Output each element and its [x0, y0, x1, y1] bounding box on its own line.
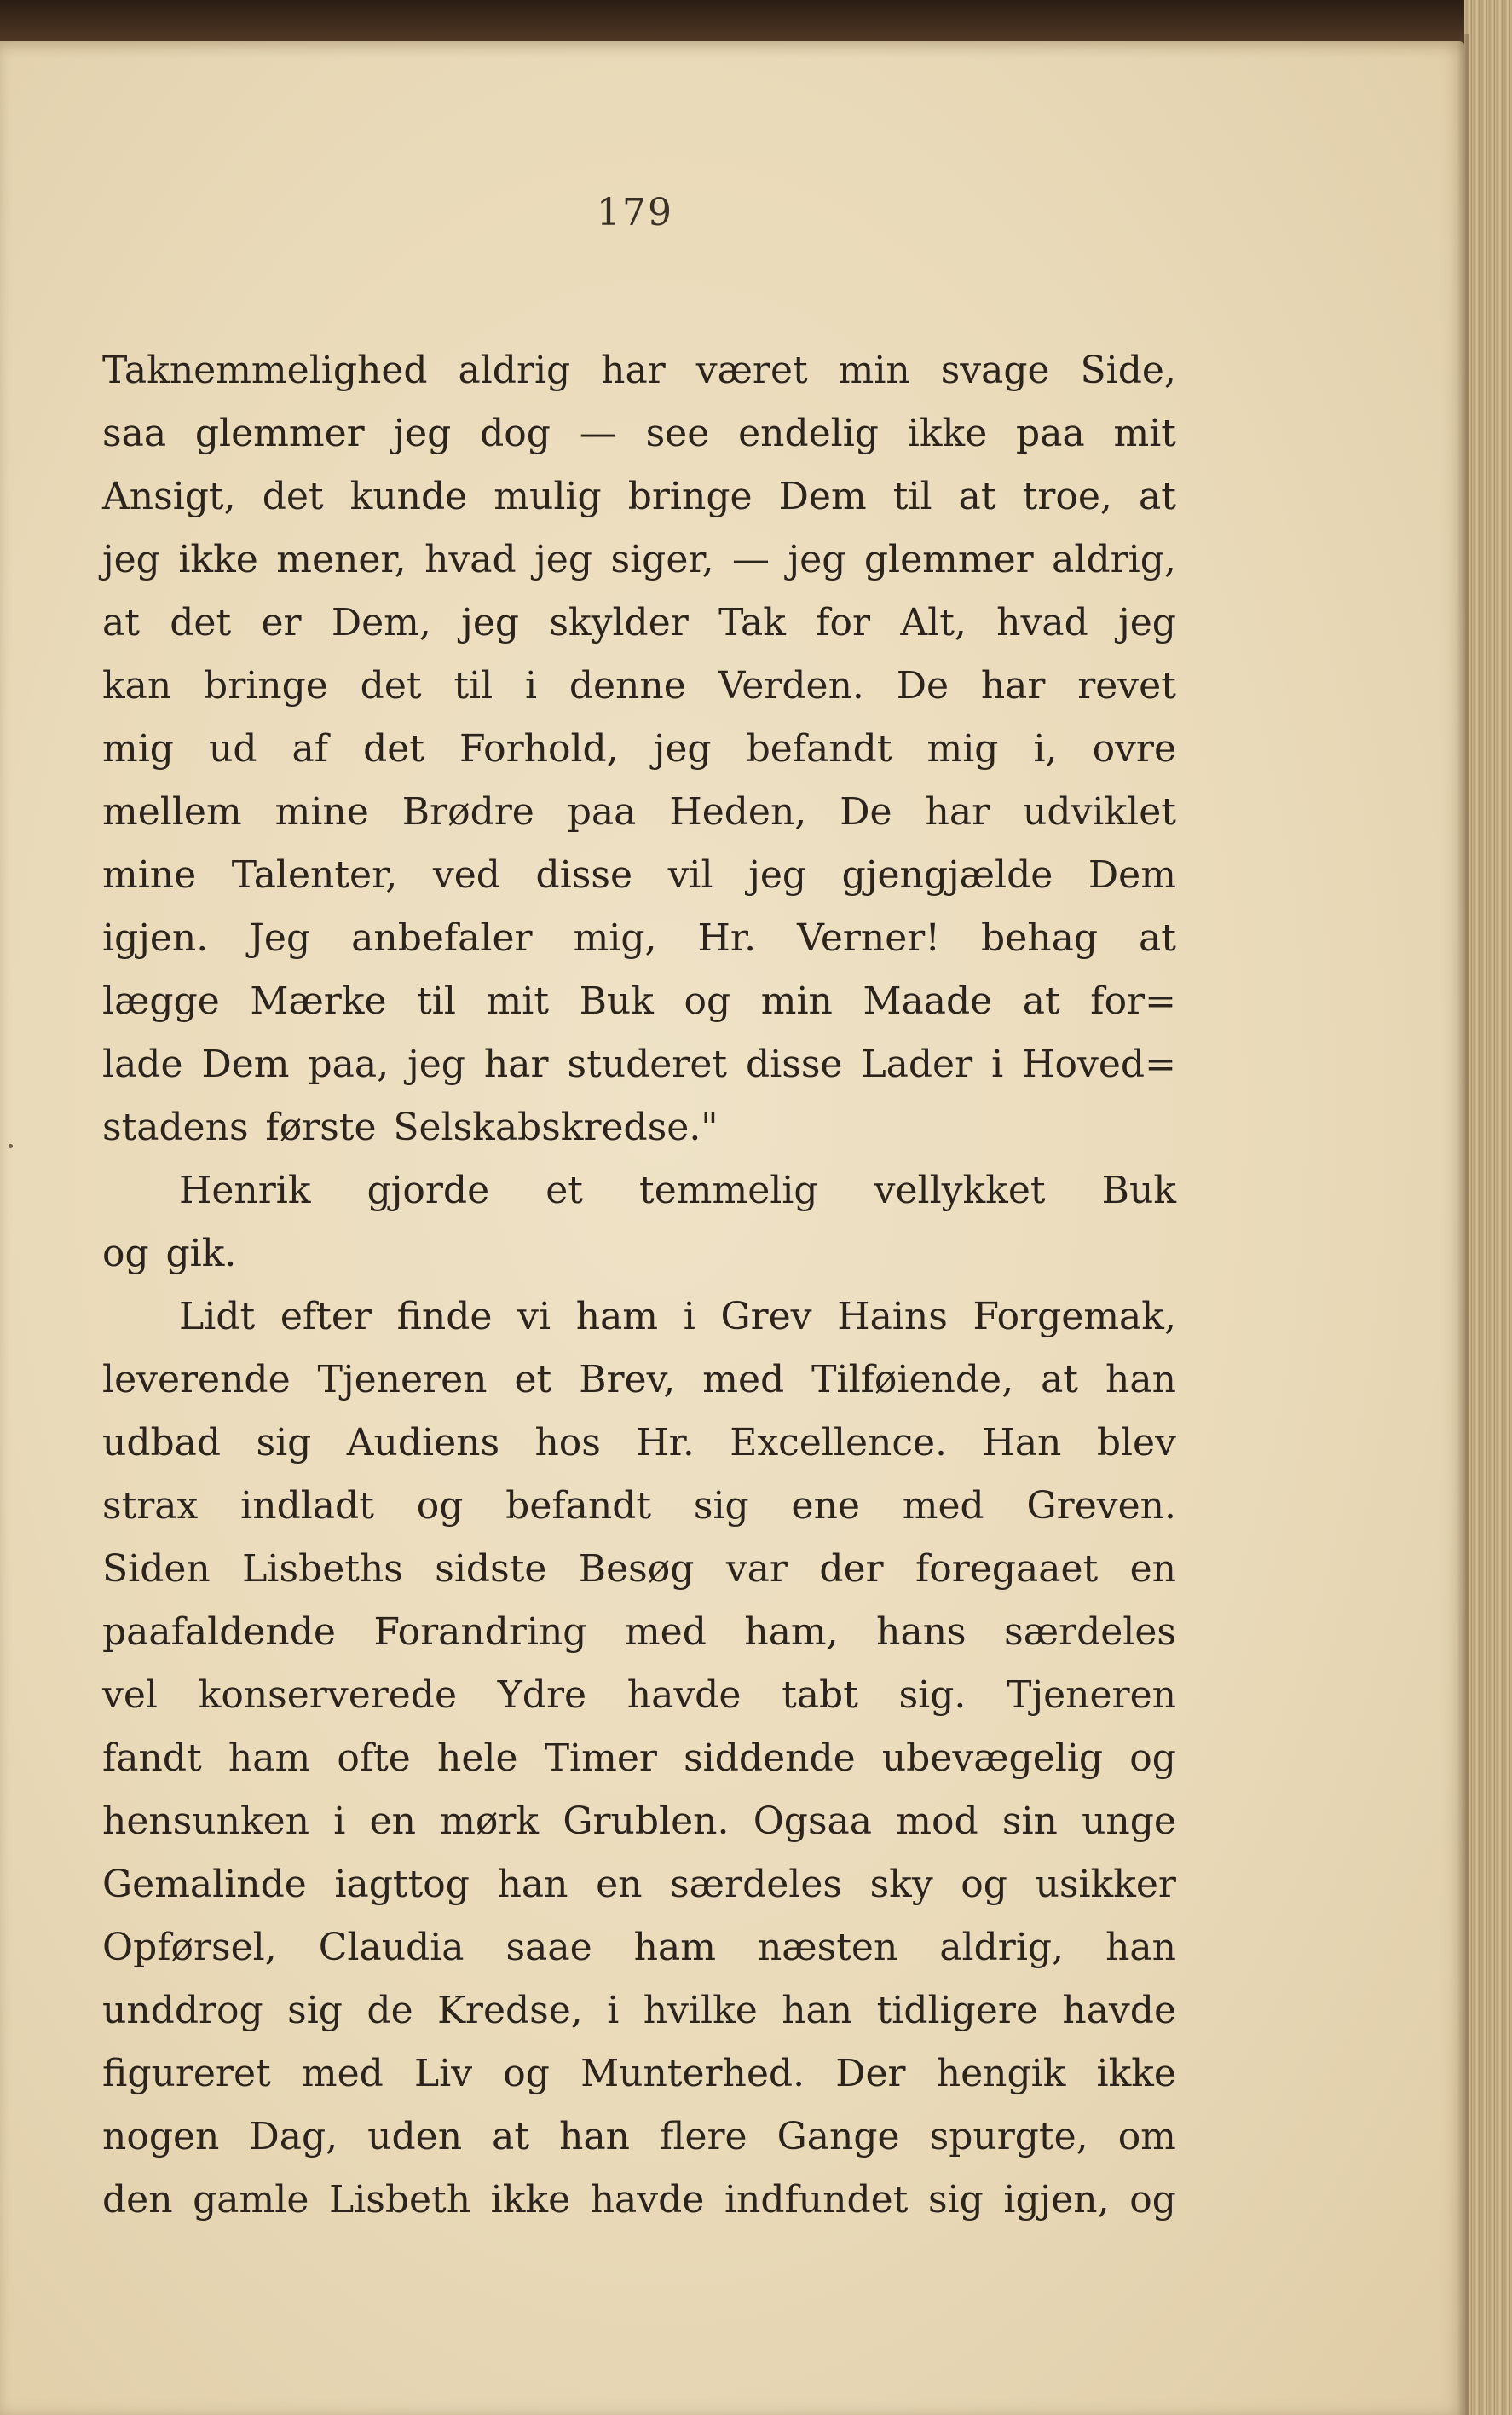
text-word: han — [1105, 1926, 1176, 1969]
text-word: er — [261, 601, 302, 644]
text-word: mener, — [276, 538, 407, 581]
text-word: at — [958, 475, 996, 518]
text-word: at — [1041, 1358, 1078, 1401]
text-word: jeg — [534, 538, 593, 581]
text-word: Brev, — [579, 1358, 676, 1401]
text-word: Brødre — [401, 790, 534, 834]
text-word: disse — [746, 1043, 843, 1086]
text-word: sig — [927, 2178, 984, 2221]
text-word: det — [360, 664, 422, 708]
text-line — [102, 1916, 1176, 1979]
text-word: sidste — [435, 1547, 547, 1591]
text-word: hele — [437, 1736, 518, 1780]
text-word: siddende — [684, 1736, 856, 1780]
text-word: i — [991, 1043, 1004, 1086]
text-word: Heden, — [669, 790, 807, 834]
text-word: særdeles — [670, 1863, 842, 1906]
text-word: Hr. — [636, 1421, 695, 1465]
text-word: en — [1129, 1547, 1176, 1591]
text-word: sig — [287, 1989, 343, 2032]
text-word: Siden — [102, 1547, 211, 1591]
text-word: lade — [102, 1043, 183, 1086]
text-word: og — [961, 1863, 1007, 1906]
text-word: igjen. — [102, 916, 209, 960]
text-word: flere — [660, 2115, 747, 2158]
text-word: hans — [876, 1610, 967, 1654]
text-line — [102, 1790, 1176, 1853]
text-word: Han — [982, 1421, 1062, 1465]
text-word: bringe — [204, 664, 328, 708]
text-word: mellem — [102, 790, 242, 834]
text-word: ubevægelig — [881, 1736, 1104, 1780]
text-word: udviklet — [1023, 790, 1176, 834]
text-word: Hoved= — [1022, 1043, 1176, 1086]
text-word: svage — [940, 349, 1050, 392]
text-word: hvilke — [643, 1989, 758, 2032]
book-page — [0, 41, 1464, 2415]
text-line — [102, 1096, 1176, 1159]
text-word: sig — [693, 1484, 749, 1528]
text-word: til — [892, 475, 932, 518]
text-word: Der — [835, 2052, 906, 2095]
text-word: havde — [626, 1673, 742, 1717]
text-word: ikke — [907, 412, 988, 455]
text-word: i — [524, 664, 538, 708]
text-line — [102, 402, 1176, 465]
text-word: til — [417, 979, 456, 1023]
text-word: Forgemak, — [972, 1295, 1176, 1338]
text-word: efter — [280, 1295, 372, 1338]
text-word: ham, — [744, 1610, 839, 1654]
text-word: mulig — [493, 475, 602, 518]
text-word: sig — [256, 1421, 312, 1465]
text-word: Liv — [413, 2052, 473, 2095]
text-line — [102, 465, 1176, 529]
text-word: Henrik — [179, 1169, 311, 1212]
text-line — [102, 1412, 1176, 1475]
text-word: Verden. — [718, 664, 864, 708]
text-word: befandt — [746, 727, 892, 771]
text-word: Selskabskredse." — [393, 1106, 718, 1149]
text-word: Ogsaa — [753, 1800, 872, 1843]
text-word: Taknemmelighed — [102, 349, 428, 392]
text-line — [102, 1979, 1176, 2042]
text-line — [102, 1664, 1176, 1727]
text-word: unddrog — [102, 1989, 263, 2032]
text-word: Lisbeths — [242, 1547, 403, 1591]
text-word: hvad — [424, 538, 517, 581]
text-word: mit — [1113, 412, 1176, 455]
text-word: om — [1117, 2115, 1176, 2158]
text-word: min — [838, 349, 910, 392]
text-word: mine — [102, 853, 197, 897]
text-word: disse — [535, 853, 632, 897]
text-word: jeg — [653, 727, 712, 771]
text-line — [102, 1222, 1176, 1285]
text-word: Buk — [1101, 1169, 1176, 1212]
text-line — [102, 1727, 1176, 1790]
text-word: nogen — [102, 2115, 220, 2158]
text-word: et — [514, 1358, 552, 1401]
text-word: Hains — [837, 1295, 948, 1338]
text-word: ikke — [1096, 2052, 1176, 2095]
text-word: Side, — [1080, 349, 1176, 392]
text-word: i — [607, 1989, 620, 2032]
text-word: næsten — [757, 1926, 898, 1969]
text-word: Audiens — [346, 1421, 500, 1465]
text-word: hos — [534, 1421, 601, 1465]
text-word: revet — [1077, 664, 1176, 708]
text-word: jeg — [393, 412, 452, 455]
body-text — [102, 339, 1176, 2232]
text-line — [102, 529, 1176, 592]
text-word: Grev — [720, 1295, 812, 1338]
text-word: ved — [432, 853, 500, 897]
text-word: — — [732, 538, 770, 581]
text-word: aldrig, — [939, 1926, 1065, 1969]
text-word: og — [416, 1484, 464, 1528]
text-line — [102, 2169, 1176, 2232]
text-word: har — [925, 790, 990, 834]
text-word: Talenter, — [231, 853, 398, 897]
text-word: kan — [102, 664, 172, 708]
text-word: tidligere — [876, 1989, 1038, 2032]
text-word: mit — [486, 979, 550, 1023]
text-word: Forandring — [373, 1610, 587, 1654]
text-word: gik. — [165, 1232, 237, 1275]
text-line — [102, 970, 1176, 1033]
text-word: see — [645, 412, 710, 455]
text-line — [102, 1285, 1176, 1349]
text-word: har — [483, 1043, 549, 1086]
text-word: jeg — [461, 601, 520, 644]
text-word: siger, — [610, 538, 714, 581]
text-word: mørk — [440, 1800, 540, 1843]
text-line — [102, 655, 1176, 718]
text-line — [102, 718, 1176, 781]
text-line — [102, 1475, 1176, 1538]
text-word: vellykket — [874, 1169, 1046, 1212]
text-word: Kredse, — [437, 1989, 583, 2032]
text-word: var — [725, 1547, 788, 1591]
text-word: ene — [791, 1484, 860, 1528]
text-word: strax — [102, 1484, 199, 1528]
text-word: at — [102, 601, 140, 644]
text-word: været — [695, 349, 808, 392]
text-word: endelig — [738, 412, 879, 455]
text-word: vil — [667, 853, 713, 897]
text-word: der — [819, 1547, 884, 1591]
text-word: Forhold, — [459, 727, 619, 771]
text-word: Verner! — [797, 916, 941, 960]
text-line — [102, 2042, 1176, 2106]
text-word: uden — [367, 2115, 463, 2158]
text-word: med — [624, 1610, 707, 1654]
text-word: paa — [567, 790, 637, 834]
text-word: Dag, — [249, 2115, 338, 2158]
text-word: behag — [981, 916, 1098, 960]
text-word: leverende — [102, 1358, 291, 1401]
text-word: kunde — [349, 475, 468, 518]
text-word: vi — [517, 1295, 551, 1338]
text-word: min — [760, 979, 833, 1023]
text-word: — — [579, 412, 617, 455]
text-word: troe, — [1022, 475, 1112, 518]
text-word: det — [262, 475, 324, 518]
text-word: Tak — [718, 601, 786, 644]
text-word: anbefaler — [351, 916, 533, 960]
text-word: hvad — [996, 601, 1088, 644]
text-word: ham — [228, 1736, 311, 1780]
text-line — [102, 339, 1176, 402]
text-line — [102, 844, 1176, 907]
text-word: Grublen. — [563, 1800, 730, 1843]
text-word: jeg — [102, 538, 160, 581]
text-word: Timer — [544, 1736, 657, 1780]
text-word: til — [453, 664, 493, 708]
text-word: ham — [575, 1295, 659, 1338]
text-line — [102, 2106, 1176, 2169]
text-word: Tilføiende, — [811, 1358, 1014, 1401]
text-word: i, — [1033, 727, 1058, 771]
text-word: foregaaet — [915, 1547, 1099, 1591]
text-word: han — [497, 1863, 568, 1906]
text-word: og — [1129, 2178, 1176, 2221]
text-word: for — [816, 601, 871, 644]
text-word: Jeg — [249, 916, 311, 960]
text-word: Alt, — [900, 601, 967, 644]
text-word: ovre — [1092, 727, 1176, 771]
text-word: af — [291, 727, 329, 771]
text-word: mod — [896, 1800, 978, 1843]
text-word: med — [902, 1484, 984, 1528]
text-word: Dem — [201, 1043, 290, 1086]
text-word: sig. — [898, 1673, 967, 1717]
text-word: jeg — [748, 853, 807, 897]
text-line — [102, 1853, 1176, 1916]
text-word: gjorde — [366, 1169, 490, 1212]
text-word: at — [492, 2115, 530, 2158]
text-word: ud — [208, 727, 257, 771]
text-word: ofte — [337, 1736, 411, 1780]
text-word: aldrig, — [1052, 538, 1176, 581]
text-word: Dem — [1088, 853, 1176, 897]
text-word: Lader — [861, 1043, 973, 1086]
text-word: lægge — [102, 979, 220, 1023]
text-word: iagttog — [334, 1863, 470, 1906]
text-word: Hr. — [697, 916, 757, 960]
text-word: Mærke — [250, 979, 387, 1023]
text-word: han — [782, 1989, 853, 2032]
text-word: saa — [102, 412, 167, 455]
text-word: den — [102, 2178, 173, 2221]
text-word: Claudia — [318, 1926, 465, 1969]
text-word: Lidt — [179, 1295, 256, 1338]
text-word: Besøg — [578, 1547, 695, 1591]
text-word: glemmer — [194, 412, 365, 455]
text-word: i — [683, 1295, 695, 1338]
text-word: aldrig — [458, 349, 571, 392]
text-word: med — [702, 1358, 785, 1401]
text-word: ikke — [178, 538, 258, 581]
text-word: hengik — [936, 2052, 1066, 2095]
text-word: glemmer — [863, 538, 1034, 581]
text-word: saae — [505, 1926, 592, 1969]
text-word: mig — [926, 727, 999, 771]
text-word: tabt — [782, 1673, 858, 1717]
text-word: bringe — [627, 475, 753, 518]
text-word: havde — [1062, 1989, 1176, 2032]
page-number: 179 — [597, 191, 673, 234]
text-word: paa, — [308, 1043, 390, 1086]
text-word: Ansigt, — [102, 475, 236, 518]
text-line — [102, 1349, 1176, 1412]
text-word: dog — [480, 412, 551, 455]
page-stack-edge — [1464, 0, 1512, 2415]
text-word: blev — [1096, 1421, 1176, 1465]
text-word: Dem, — [331, 601, 431, 644]
text-word: usikker — [1035, 1863, 1176, 1906]
text-word: han — [559, 2115, 631, 2158]
text-word: for= — [1090, 979, 1176, 1023]
text-line — [102, 1538, 1176, 1601]
text-line — [102, 781, 1176, 844]
text-word: gjengjælde — [841, 853, 1053, 897]
text-word: mig — [102, 727, 174, 771]
text-word: finde — [396, 1295, 493, 1338]
text-word: og — [684, 979, 731, 1023]
text-word: et — [545, 1169, 583, 1212]
text-word: vel — [102, 1673, 158, 1717]
text-word: Opførsel, — [102, 1926, 277, 1969]
text-word: det — [170, 601, 232, 644]
text-word: mine — [274, 790, 369, 834]
text-word: det — [363, 727, 424, 771]
text-word: Lisbeth — [328, 2178, 471, 2221]
text-word: og — [102, 1232, 149, 1275]
text-word: og — [503, 2052, 550, 2095]
text-word: første — [265, 1106, 377, 1149]
text-word: de — [366, 1989, 413, 2032]
text-word: Munterhed. — [580, 2052, 805, 2095]
text-word: Excellence. — [730, 1421, 948, 1465]
text-word: De — [896, 664, 949, 708]
text-word: har — [980, 664, 1046, 708]
text-word: han — [1105, 1358, 1176, 1401]
text-word: paafaldende — [102, 1610, 336, 1654]
text-word: at — [1022, 979, 1060, 1023]
text-word: at — [1138, 475, 1176, 518]
text-word: spurgte, — [929, 2115, 1088, 2158]
text-word: jeg — [407, 1043, 465, 1086]
text-word: Dem — [778, 475, 867, 518]
text-word: stadens — [102, 1106, 249, 1149]
text-word: temmelig — [639, 1169, 818, 1212]
text-word: gamle — [193, 2178, 309, 2221]
text-word: fandt — [102, 1736, 202, 1780]
text-word: Ydre — [497, 1673, 587, 1717]
text-word: har — [601, 349, 666, 392]
text-line — [102, 907, 1176, 970]
text-word: mig, — [573, 916, 657, 960]
text-word: igjen, — [1003, 2178, 1110, 2221]
text-word: Greven. — [1026, 1484, 1176, 1528]
text-word: en — [369, 1800, 416, 1843]
text-word: jeg — [1118, 601, 1176, 644]
text-word: Buk — [579, 979, 654, 1023]
margin-speck — [9, 1144, 13, 1148]
text-word: med — [301, 2052, 384, 2095]
text-word: denne — [568, 664, 686, 708]
text-word: Gange — [776, 2115, 900, 2158]
text-line — [102, 1159, 1176, 1222]
text-line — [102, 592, 1176, 655]
text-word: konserverede — [198, 1673, 458, 1717]
text-word: Tjeneren — [1007, 1673, 1176, 1717]
text-word: figureret — [102, 2052, 271, 2095]
text-word: jeg — [788, 538, 846, 581]
text-word: befandt — [505, 1484, 652, 1528]
text-word: skylder — [549, 601, 689, 644]
text-word: Tjeneren — [317, 1358, 488, 1401]
text-word: hensunken — [102, 1800, 310, 1843]
text-word: indladt — [240, 1484, 374, 1528]
text-line — [102, 1033, 1176, 1096]
text-word: ham — [633, 1926, 716, 1969]
text-word: Gemalinde — [102, 1863, 307, 1906]
text-word: paa — [1016, 412, 1085, 455]
text-word: Maade — [863, 979, 993, 1023]
text-word: unge — [1082, 1800, 1176, 1843]
text-word: De — [840, 790, 892, 834]
text-line — [102, 1601, 1176, 1664]
text-word: studeret — [567, 1043, 728, 1086]
text-word: særdeles — [1004, 1610, 1176, 1654]
text-word: havde — [590, 2178, 705, 2221]
text-word: en — [596, 1863, 643, 1906]
text-word: at — [1139, 916, 1176, 960]
text-word: ikke — [490, 2178, 571, 2221]
text-word: indfundet — [724, 2178, 909, 2221]
text-word: sky — [869, 1863, 933, 1906]
text-word: i — [333, 1800, 346, 1843]
page-curve-shadow — [1457, 34, 1469, 2415]
text-word: sin — [1001, 1800, 1058, 1843]
text-word: og — [1129, 1736, 1176, 1780]
text-word: udbad — [102, 1421, 222, 1465]
